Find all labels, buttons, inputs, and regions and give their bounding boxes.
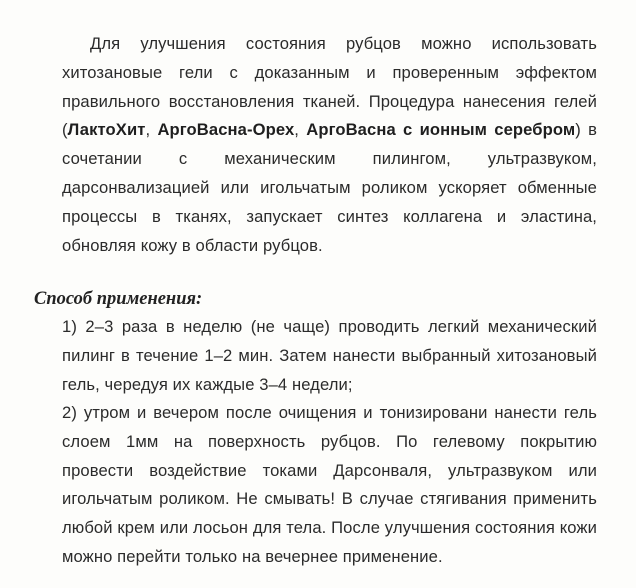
intro-text-end: ) в сочетании с механическим пилингом, ультразвуком, дарсонвализацией или игольчатым роликом ускоряет обменные процессы в тканях, запускает синтез коллагена и эластина, обновляя кожу в области рубцов. (62, 120, 598, 255)
product-name-laktohit: ЛактоХит (67, 120, 146, 140)
intro-text-start: Для улучшения состояния рубцов можно использовать хитозановые гели с доказанным и проверенным эффектом правильного восстановления тканей. Процедура нанесения гелей ( (62, 34, 597, 140)
method-step-2: 2) утром и вечером после очищения и тонизировани нанести гель слоем 1мм на поверхность рубцов. По гелевому покрытию провести воздействие токами Дарсонваля, ультразвуком или игольчатым роликом. Не смывать! В случае стягивания применить любой крем или лосьон для тела. После улучшения состояния кожи можно перейти только на вечернее применение. (62, 403, 597, 566)
product-name-argovasna-silver: АргоВасна с ионным серебром (306, 120, 576, 140)
product-name-argovasna-orekh: АргоВасна-Орех (157, 120, 295, 140)
intro-separator-1: , (145, 120, 158, 140)
method-heading: Способ применения: (34, 289, 203, 309)
intro-separator-2: , (294, 120, 307, 140)
intro-paragraph (62, 30, 597, 260)
method-step-1: 1) 2–3 раза в неделю (не чаще) проводить легкий механический пилинг в течение 1–2 мин. Затем нанести выбранный хитозановый гель, чередуя их каждые 3–4 недели; (62, 317, 597, 394)
